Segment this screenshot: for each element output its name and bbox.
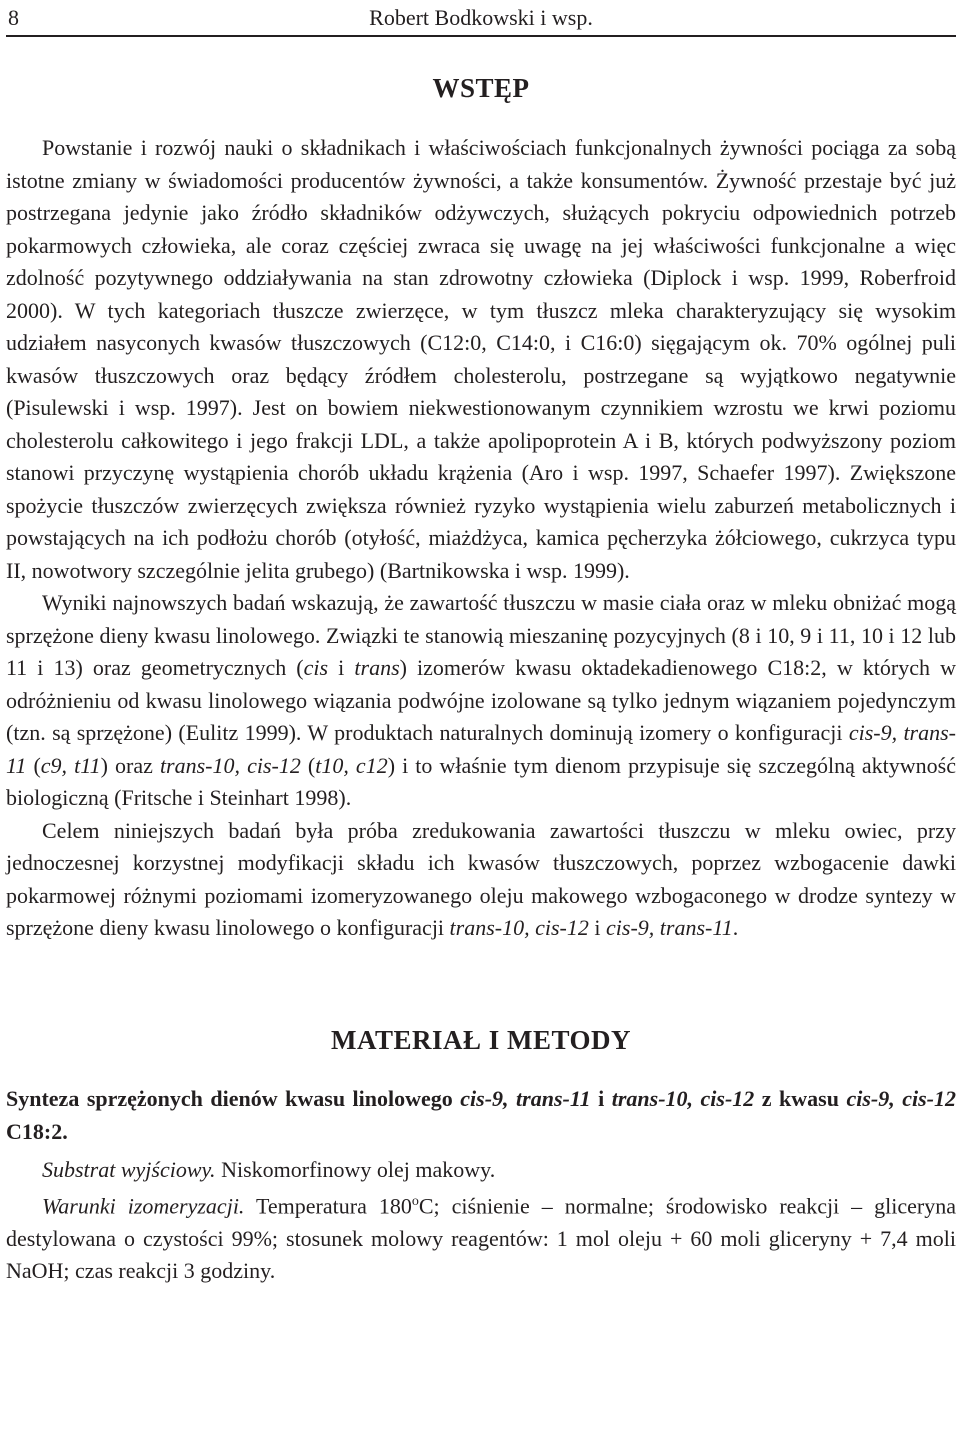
text-run: ) izomerów kwasu oktadekadienowego C18:2, w których w odróżnieniu od kwasu linolowego wiązania podwójne izolowane są tylko jednym wiązaniem pojedynczym (tzn. są sprzężone) (Eulitz 1999). W produktach naturalnych dominują izomery o konfiguracji: [6, 655, 956, 745]
text-run: (: [26, 752, 41, 778]
italic-run: t10, c12: [315, 752, 388, 778]
italic-run: trans: [354, 655, 400, 680]
text-run: C18:2.: [6, 1118, 68, 1144]
text-run: ) i to właśnie tym dienom przypisuje się szczególną aktywność biologiczną (Fritsche i Steinhart 1998).: [6, 752, 956, 810]
subsection-heading: [6, 1082, 956, 1148]
text-run: i: [588, 915, 606, 940]
paragraph-3: [6, 815, 956, 945]
italic-run: cis-9, cis-12: [846, 1085, 956, 1111]
paragraph-2: [6, 587, 956, 815]
substrate-text: Niskomorfinowy olej makowy.: [215, 1156, 496, 1182]
text-run: .: [732, 915, 739, 940]
substrate-label: Substrat wyjściowy.: [42, 1156, 216, 1182]
section-title-methods: MATERIAŁ I METODY: [330, 1024, 632, 1055]
italic-run: c9, t11: [40, 752, 101, 778]
text-run: (: [300, 752, 316, 778]
degree-superscript: o: [411, 1194, 419, 1209]
text-run: Synteza sprzężonych dienów kwasu linolowego: [6, 1085, 461, 1111]
italic-run: cis-9, trans-11: [606, 915, 733, 940]
italic-run: cis-9, trans-11: [460, 1085, 591, 1111]
text-run: Wyniki najnowszych badań wskazują, że zawartość tłuszczu w masie ciała oraz w mleku obniżać mogą sprzężone dieny kwasu linolowego. Związki te stanowią mieszaninę pozycyjnych (8 i 10, 9 i 11, 10 i 12 lub 11 i 13) oraz geometrycznych (: [6, 590, 956, 680]
text-run: i: [328, 655, 355, 680]
italic-run: trans-10, cis-12: [449, 915, 589, 940]
running-title: Robert Bodkowski i wsp.: [369, 5, 593, 30]
substrate-line: [6, 1154, 956, 1187]
text-run: Celem niniejszych badań była próba zredukowania zawartości tłuszczu w mleku owiec, przy jednoczesnej korzystnej modyfikacji składu ich kwasów tłuszczowych, poprzez wzbogacenie dawki pokarmowej różnymi poziomami izomeryzowanego oleju makowego wzbogaconego w drodze syntezy w sprzężone dieny kwasu linolowego o konfiguracji: [6, 817, 956, 940]
italic-run: cis-9, trans-11: [6, 720, 956, 778]
text-run: Temperatura 180: [244, 1193, 412, 1219]
text-run: z kwasu: [754, 1085, 847, 1111]
italic-run: cis: [303, 655, 329, 680]
italic-run: trans-10, cis-12: [159, 752, 301, 778]
header-rule: [6, 35, 956, 37]
text-run: C; ciśnienie – normalne; środowisko reakcji – gliceryna destylowana o czystości 99%; stosunek molowy reagentów: 1 mol oleju + 60 moli gliceryny + 7,4 moli NaOH; czas reakcji 3 godziny.: [6, 1193, 957, 1284]
paragraph-1: Powstanie i rozwój nauki o składnikach i właściwościach funkcjonalnych żywności pociąga za sobą istotne zmiany w świadomości producentów żywności, a także konsumentów. Żywność przestaje być już postrzegana jedynie jako źródło składników odżywczych, służących pokryciu odpowiednich potrzeb pokarmowych człowieka, ale coraz częściej zwraca się uwagę na jej właściwości funkcjonalne a więc zdolność pozytywnego oddziaływania na stan zdrowotny człowieka (Diplock i wsp. 1999, Roberfroid 2000). W tych kategoriach tłuszcze zwierzęce, w tym tłuszcz mleka charakteryzujący się wysokim udziałem nasyconych kwasów tłuszczowych (C12:0, C14:0, i C16:0) sięgającym ok. 70% ogólnej puli kwasów tłuszczowych oraz będący źródłem cholesterolu, postrzegane są wyjątkowo negatywnie (Pisulewski i wsp. 1997). Jest on bowiem niekwestionowanym czynnikiem wzrostu we krwi poziomu cholesterolu całkowitego i jego frakcji LDL, a także apolipoprotein A i B, których podwyższony poziom stanowi przyczynę wystąpienia chorób układu krążenia (Aro i wsp. 1997, Schaefer 1997). Zwiększone spożycie tłuszczów zwierzęcych zwiększa również ryzyko wystąpienia wielu zaburzeń metabolicznych i powstających na ich podłożu chorób (otyłość, miażdżyca, kamica pęcherzyka żółciowego, cukrzyca typu II, nowotwory szczególnie jelita grubego) (Bartnikowska i wsp. 1999).: [6, 135, 956, 583]
text-run: i: [590, 1085, 612, 1111]
document-page: [6, 0, 956, 1288]
page-header: [6, 0, 956, 38]
text-run: ) oraz: [100, 752, 160, 778]
section-title-intro: WSTĘP: [432, 73, 530, 103]
italic-run: trans-10, cis-12: [611, 1085, 755, 1111]
conditions-paragraph: [6, 1186, 956, 1288]
conditions-label: Warunki izomeryzacji.: [42, 1193, 245, 1219]
page-number: 8: [8, 5, 19, 30]
